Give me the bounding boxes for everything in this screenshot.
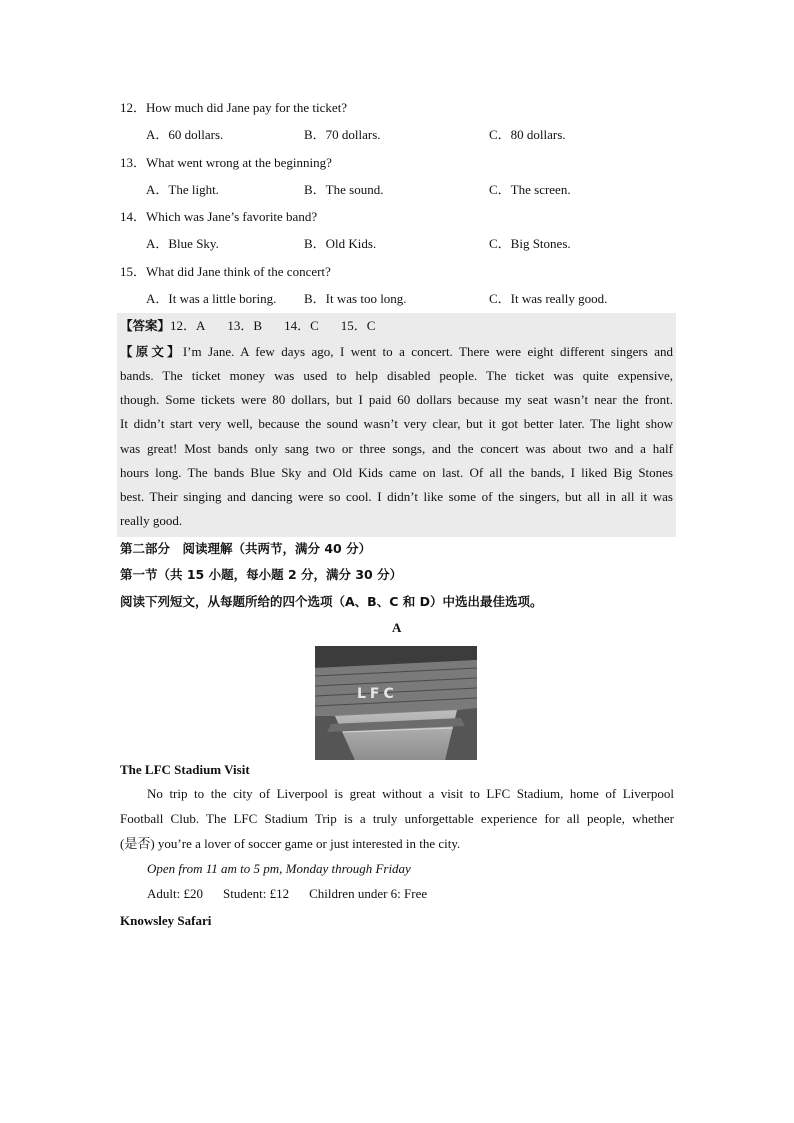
transcript-line: hours long. The bands Blue Sky and Old Kids came on last. Of all the bands, I liked Big Stones (120, 465, 673, 480)
paragraph-line: No trip to the city of Liverpool is great without a visit to LFC Stadium, home of Liverpool (147, 786, 674, 801)
answer-item: 15．C (340, 318, 376, 333)
question-14-stem: 14．Which was Jane’s favorite band? (120, 209, 318, 224)
stadium-image (315, 646, 477, 760)
section-part-heading: 第二部分 阅读理解（共两节，满分 40 分） (120, 541, 372, 556)
question-12-stem: 12．How much did Jane pay for the ticket? (120, 100, 348, 115)
transcript-line: It didn’t start very well, because the sound wasn’t very clear, but it got better later. The light show (120, 416, 673, 431)
paragraph-line: (是否) you’re a lover of soccer game or just interested in the city. (120, 836, 461, 851)
question-15-stem: 15．What did Jane think of the concert? (120, 264, 331, 279)
question-15-option-a: A．It was a little boring. (146, 291, 277, 306)
question-13-option-a: A．The light. (146, 182, 219, 197)
question-13-option-c: C．The screen. (489, 182, 571, 197)
paragraph-line: Football Club. The LFC Stadium Trip is a truly unforgettable experience for all people, whether (120, 811, 674, 826)
stadium-visit-title: The LFC Stadium Visit (120, 762, 250, 777)
section-instruction: 阅读下列短文，从每题所给的四个选项（A、B、C 和 D）中选出最佳选项。 (120, 594, 543, 609)
transcript-line: best. Their singing and dancing were so cool. I didn’t like some of the singers, but all in all it was (120, 489, 673, 504)
answer-item: 14．C (284, 318, 319, 333)
section-sub-heading: 第一节（共 15 小题，每小题 2 分，满分 30 分） (120, 567, 403, 582)
transcript-label: 【原文】 (120, 344, 183, 359)
answer-label: 【答案】 (120, 318, 171, 333)
question-13-option-b: B．The sound. (304, 182, 384, 197)
question-12-option-a: A．60 dollars. (146, 127, 224, 142)
transcript-line (120, 342, 673, 360)
price-adult: Adult: £20 (147, 886, 203, 901)
question-14-option-b: B．Old Kids. (304, 236, 377, 251)
transcript-text: I’m Jane. A few days ago, I went to a concert. There were eight different singers and (182, 344, 673, 359)
price-student: Student: £12 (222, 886, 290, 901)
question-13-stem: 13．What went wrong at the beginning? (120, 155, 332, 170)
stadium-sign-text: LFC (357, 686, 398, 702)
answer-line (120, 315, 375, 334)
passage-letter: A (392, 620, 402, 635)
price-children: Children under 6: Free (309, 886, 428, 901)
next-section-title: Knowsley Safari (120, 913, 212, 928)
answer-item: 13．B (227, 318, 263, 333)
transcript-line: was great! Most bands only sang two or three songs, and the concert was about two and a half (120, 441, 673, 456)
stadium-visit-paragraph (120, 781, 674, 856)
question-14-option-c: C．Big Stones. (489, 236, 571, 251)
question-12-option-b: B．70 dollars. (304, 127, 381, 142)
question-15-option-c: C．It was really good. (489, 291, 608, 306)
transcript-line: bands. The ticket money was used to help disabled people. The ticket was quite expensive, (120, 368, 673, 383)
answer-item: 12．A (170, 318, 206, 333)
question-12-option-c: C．80 dollars. (489, 127, 566, 142)
transcript-line: really good. (120, 513, 183, 528)
ticket-prices (147, 886, 427, 902)
transcript-line: though. Some tickets were 80 dollars, but I paid 60 dollars because my seat wasn’t near the front. (120, 392, 673, 407)
question-15-option-b: B．It was too long. (304, 291, 407, 306)
opening-hours: Open from 11 am to 5 pm, Monday through Friday (147, 861, 411, 876)
question-14-option-a: A．Blue Sky. (146, 236, 219, 251)
